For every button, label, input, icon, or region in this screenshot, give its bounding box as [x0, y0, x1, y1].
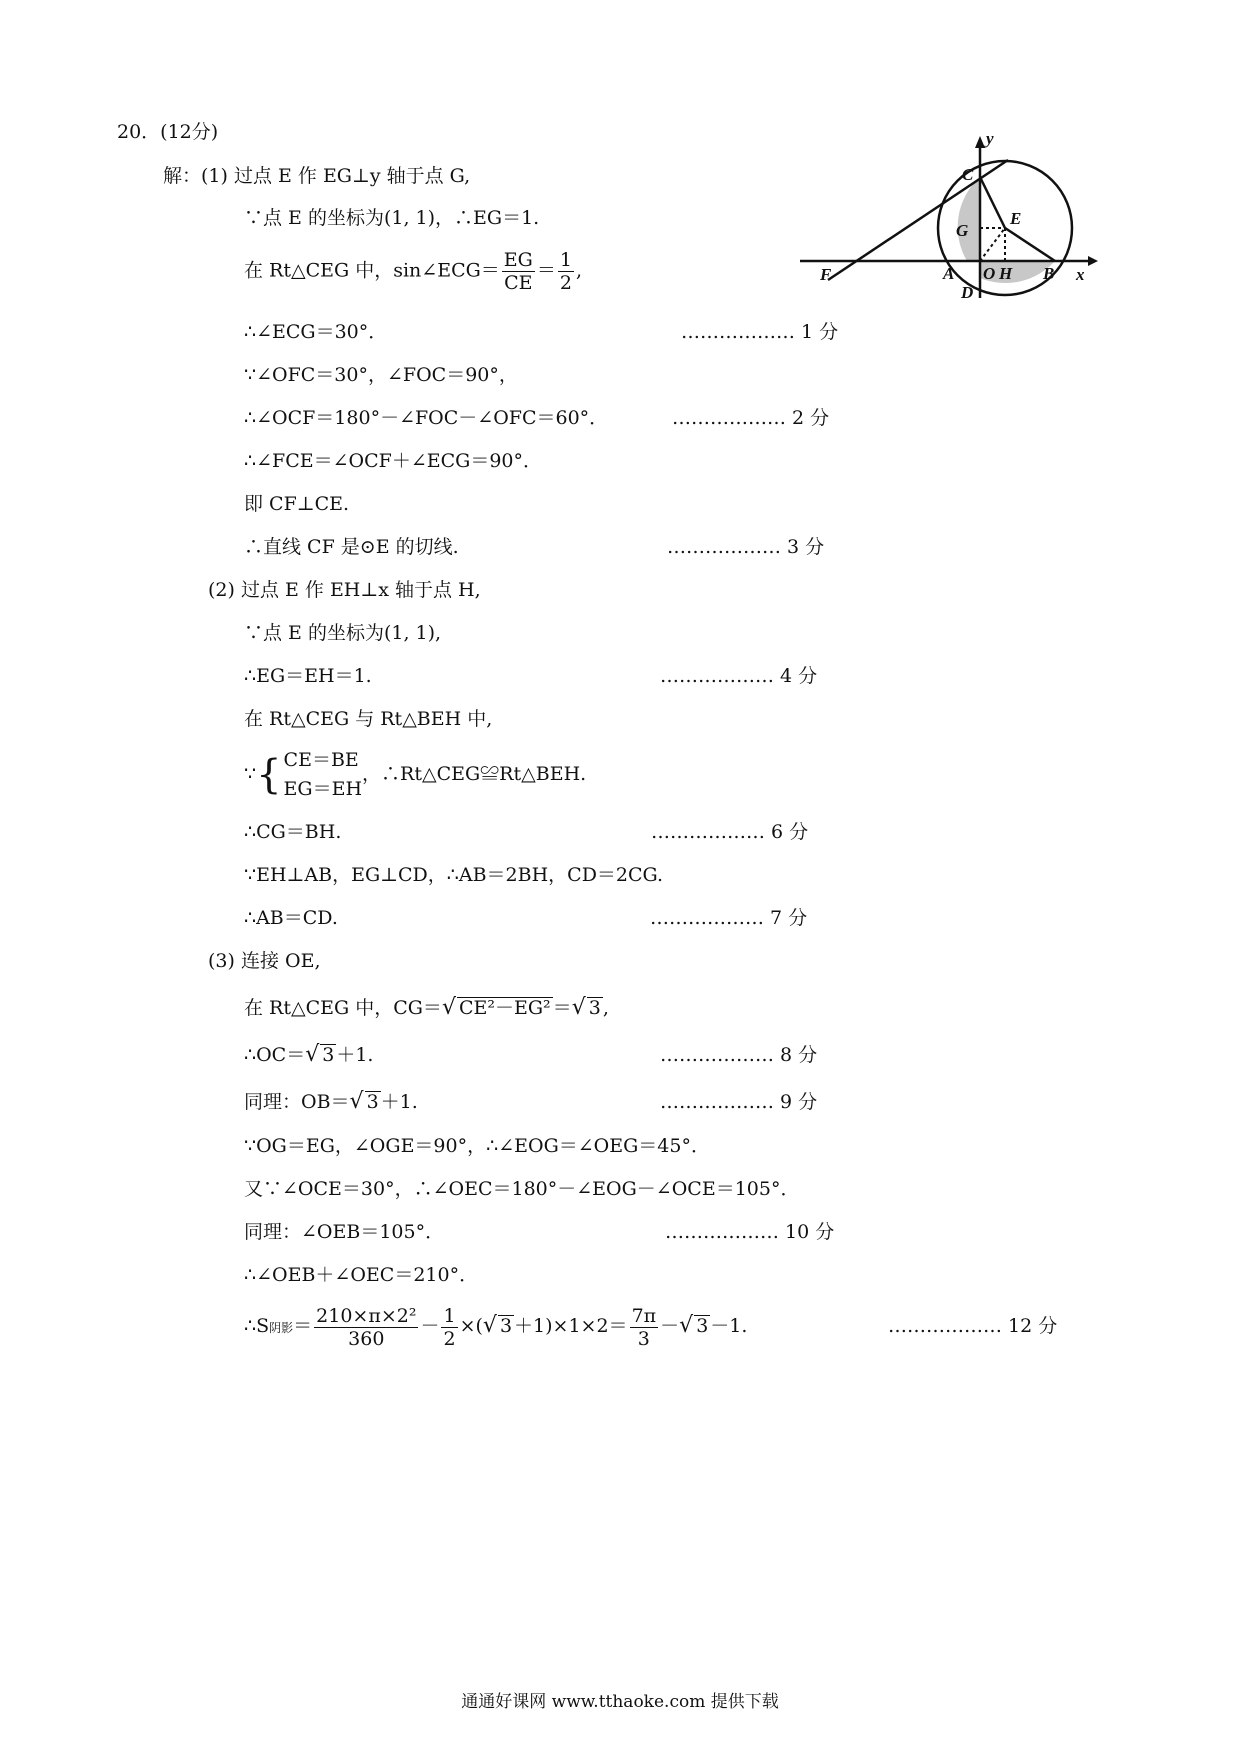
- part1-line3: ∴∠ECG＝30°．: [244, 321, 388, 343]
- left-brace: {: [256, 752, 282, 798]
- part3-line1: 在 Rt△CEG 中，CG＝√ CE²－EG² ＝√ 3 ,: [244, 995, 609, 1020]
- part3-line3: 同理：OB＝√ 3 ＋1.: [244, 1089, 418, 1114]
- label-x: x: [1076, 265, 1085, 284]
- shaded-region-left: [958, 177, 980, 261]
- score-1: ……………… 1 分: [681, 321, 839, 343]
- part1-line1: ∵点 E 的坐标为(1, 1)，∴EG＝1.: [244, 207, 540, 229]
- part2-intro: (2) 过点 E 作 EH⊥x 轴于点 H,: [208, 579, 481, 601]
- fraction-half: $\frac{1}{2}$: [559, 249, 572, 294]
- part1-line2-text: 在 Rt△CEG 中，sin∠ECG＝: [244, 259, 500, 282]
- score-2: ……………… 2 分: [672, 407, 830, 429]
- label-f: F: [820, 265, 832, 284]
- part1-line7: 即 CF⊥CE.: [244, 493, 350, 515]
- footer-source: 通通好课网 www.tthaoke.com 提供下载: [461, 1692, 779, 1712]
- part1-line5: ∴∠OCF＝180°－∠FOC－∠OFC＝60°．: [244, 407, 609, 429]
- segment-ce: [980, 177, 1005, 228]
- because-symbol: ∵: [244, 763, 257, 785]
- sqrt-sign: √: [305, 1042, 320, 1067]
- result-fraction: $\frac{7\pi}{3}$: [631, 1304, 657, 1350]
- part2-line6: ∵EH⊥AB，EG⊥CD，∴AB＝2BH，CD＝2CG.: [244, 864, 664, 886]
- part1-line2: 在 Rt△CEG 中，sin∠ECG＝ $\frac{EG}{CE}$ ＝ $\frac{1}{2}$ ,: [244, 249, 583, 294]
- score-10: ……………… 10 分: [665, 1221, 835, 1243]
- score-12: ……………… 12 分: [888, 1315, 1058, 1337]
- part3-line2: ∴OC＝√ 3 ＋1.: [244, 1042, 374, 1067]
- part3-line7: ∴∠OEB＋∠OEC＝210°．: [244, 1264, 479, 1286]
- segment-eb: [1005, 228, 1055, 261]
- score-7: ……………… 7 分: [650, 907, 808, 929]
- sector-fraction: $\frac{\text{210×π×2²}}{360}$: [316, 1304, 417, 1350]
- part2-line3: 在 Rt△CEG 与 Rt△BEH 中,: [244, 708, 493, 730]
- sqrt-sign: √: [441, 995, 456, 1020]
- part3-line6: 同理：∠OEB＝105°．: [244, 1221, 445, 1243]
- score-8: ……………… 8 分: [660, 1044, 818, 1066]
- part1-line6: ∴∠FCE＝∠OCF＋∠ECG＝90°．: [244, 450, 542, 472]
- label-o: O: [983, 264, 996, 283]
- part2-system: [244, 745, 586, 804]
- score-3: ……………… 3 分: [667, 536, 825, 558]
- part2-line1: ∵点 E 的坐标为(1, 1),: [244, 622, 442, 644]
- y-axis-arrow: [975, 136, 985, 148]
- equation-system: CE＝BE EG＝EH: [283, 749, 363, 800]
- part2-line5: ∴CG＝BH.: [244, 821, 342, 843]
- part1-intro: 解：(1) 过点 E 作 EG⊥y 轴于点 G,: [163, 165, 471, 187]
- radicand: CE²－EG²: [458, 997, 551, 1019]
- score-4: ……………… 4 分: [660, 665, 818, 687]
- fraction-eg-ce: $\frac{EG}{CE}$: [503, 249, 533, 294]
- part3-intro: (3) 连接 OE,: [208, 950, 321, 972]
- label-h: H: [999, 264, 1013, 283]
- part2-line2: ∴EG＝EH＝1.: [244, 665, 372, 687]
- label-g: G: [956, 221, 969, 240]
- sqrt-sign: √: [571, 995, 586, 1020]
- label-b: B: [1043, 264, 1055, 283]
- part3-final-formula: ∴S阴影＝ $\frac{\text{210×π×2²}}{360}$ － $\frac{1}{2}$ ×(√ 3 ＋1)×1×2＝ $\frac{7\pi}{3}$ －√ 3 －1.: [244, 1304, 748, 1350]
- part1-line4: ∵∠OFC＝30°，∠FOC＝90°，: [244, 364, 518, 386]
- geometry-diagram: [790, 130, 1100, 305]
- score-9: ……………… 9 分: [660, 1091, 818, 1113]
- part3-line5: 又∵∠OCE＝30°，∴∠OEC＝180°－∠EOG－∠OCE＝105°．: [244, 1178, 800, 1200]
- label-a: A: [943, 264, 955, 283]
- label-d: D: [961, 283, 974, 302]
- part3-line4: ∵OG＝EG，∠OGE＝90°，∴∠EOG＝∠OEG＝45°．: [244, 1135, 710, 1157]
- congruence-text: ，∴Rt△CEG≌Rt△BEH.: [362, 763, 587, 785]
- part1-line8: ∴直线 CF 是⊙E 的切线.: [244, 536, 459, 558]
- label-e: E: [1010, 209, 1022, 228]
- x-axis-arrow: [1088, 256, 1098, 266]
- segment-oe: [980, 228, 1005, 261]
- score-6: ……………… 6 分: [651, 821, 809, 843]
- part2-line7: ∴AB＝CD.: [244, 907, 338, 929]
- sqrt-sign: √: [349, 1089, 364, 1114]
- half-fraction: $\frac{1}{2}$: [443, 1304, 456, 1350]
- question-header: 20．(12分): [117, 121, 219, 143]
- label-y: y: [986, 130, 994, 148]
- label-c: C: [962, 165, 974, 184]
